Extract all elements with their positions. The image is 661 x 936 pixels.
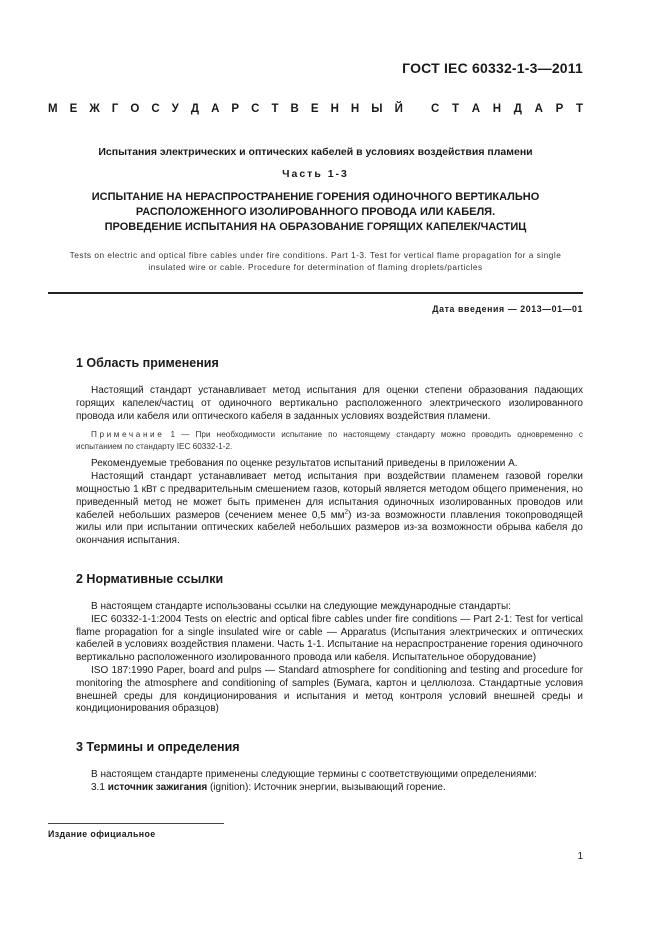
banner-letter: С bbox=[151, 103, 160, 115]
interstate-standard-banner bbox=[48, 103, 583, 115]
banner-letter: Р bbox=[231, 103, 240, 115]
banner-letter: Т bbox=[575, 103, 583, 115]
banner-letter: А bbox=[534, 103, 543, 115]
banner-letter: С bbox=[431, 103, 440, 115]
note bbox=[76, 429, 583, 453]
banner-letter: Т bbox=[452, 103, 460, 115]
title-caps-line: ПРОВЕДЕНИЕ ИСПЫТАНИЯ НА ОБРАЗОВАНИЕ ГОРЯЩИХ КАПЕЛЕК/ЧАСТИЦ bbox=[104, 221, 527, 233]
section-heading: 3 Термины и определения bbox=[76, 740, 240, 755]
paragraph-text: Настоящий стандарт устанавливает метод испытания при воздействии пламенем газовой горелки мощностью 1 кВт с предварительным смешением газов, который является методом общего применения, но приведенный метод не может быть применен для испытания одиночных изолированных проводов или кабелей небольших размеров (сечением менее 0,5 мм bbox=[76, 471, 583, 521]
title-russian: Испытания электрических и оптических кабелей в условиях воздействия пламени bbox=[98, 146, 533, 158]
reference-entry: IEC 60332-1-1:2004 Tests on electric and optical fibre cables under fire conditions — Part 2-1: Test for vertical flame propagation for a single insulated wire or cable — Apparatus (Испытания электрических и оптических кабелей в условиях воздействия пламени. Часть 1-1. Испытание на нераспространение горения одиночного вертикально расположенного изолированного провода или кабеля. Испытательное оборудование) bbox=[76, 613, 583, 664]
banner-letter: С bbox=[251, 103, 260, 115]
note-label: Примечание bbox=[91, 430, 165, 440]
term-definition bbox=[76, 782, 583, 795]
official-edition-label: Издание официальное bbox=[48, 829, 156, 839]
term-text: (ignition): Источник энергии, вызывающий горение. bbox=[207, 781, 446, 793]
footer-divider bbox=[48, 823, 224, 824]
section-terms bbox=[76, 740, 583, 795]
section-heading: 2 Нормативные ссылки bbox=[76, 571, 224, 586]
banner-letter: Н bbox=[350, 103, 360, 115]
paragraph: Рекомендуемые требования по оценке результатов испытаний приведены в приложении А. bbox=[91, 458, 518, 470]
paragraph-text: ) из-за возможности плавления токопроводящей жилы или при испытании оптических кабелей небольших размеров из-за возможности обрыва кабеля до окончания испытания. bbox=[76, 509, 583, 547]
banner-letter: Е bbox=[69, 103, 78, 115]
banner-letter: Ж bbox=[89, 103, 100, 115]
banner-letter: Р bbox=[555, 103, 564, 115]
title-caps-line: ИСПЫТАНИЕ НА НЕРАСПРОСТРАНЕНИЕ ГОРЕНИЯ ОДИНОЧНОГО ВЕРТИКАЛЬНО bbox=[91, 191, 540, 203]
title-caps-line: РАСПОЛОЖЕННОГО ИЗОЛИРОВАННОГО ПРОВОДА ИЛИ КАБЕЛЯ. bbox=[135, 206, 496, 218]
banner-letter: У bbox=[171, 103, 179, 115]
introduction-date: Дата введения — 2013—01—01 bbox=[432, 304, 583, 314]
banner-letter: М bbox=[48, 103, 58, 115]
title-block bbox=[48, 146, 583, 273]
banner-letter: Н bbox=[330, 103, 339, 115]
paragraph bbox=[76, 471, 583, 548]
section-scope bbox=[76, 356, 583, 548]
interstate-word bbox=[48, 103, 403, 115]
document-body bbox=[76, 356, 583, 795]
banner-letter: Ы bbox=[371, 103, 383, 115]
term-name: источник зажигания bbox=[107, 781, 208, 793]
title-english-line: Tests on electric and optical fibre cables under fire conditions. Part 1-3. Test for vertical flame propagation for a single bbox=[69, 250, 562, 260]
title-english bbox=[48, 249, 583, 273]
banner-letter: Е bbox=[310, 103, 319, 115]
section-normative-references bbox=[76, 572, 583, 716]
banner-letter: А bbox=[471, 103, 481, 115]
paragraph: В настоящем стандарте использованы ссылки на следующие международные стандарты: bbox=[91, 600, 511, 612]
title-caps bbox=[48, 190, 583, 235]
standard-number: ГОСТ IEC 60332-1-3—2011 bbox=[402, 60, 583, 76]
standard-word bbox=[431, 103, 583, 115]
banner-letter: А bbox=[211, 103, 220, 115]
superscript: 2 bbox=[344, 508, 349, 516]
banner-letter: Н bbox=[492, 103, 502, 115]
section-heading: 1 Область применения bbox=[76, 356, 219, 370]
page-number: 1 bbox=[577, 851, 583, 862]
term-number: 3.1 bbox=[91, 781, 108, 793]
banner-letter: Т bbox=[271, 103, 279, 115]
banner-letter: Г bbox=[111, 103, 119, 115]
banner-letter: О bbox=[130, 103, 140, 115]
note-text: 1 — При необходимости испытание по настоящему стандарту можно проводить одновременно с испытанием по стандарту IEC 60332-1-2. bbox=[76, 430, 583, 452]
banner-letter: В bbox=[290, 103, 299, 115]
banner-letter: Й bbox=[394, 103, 403, 115]
banner-letter: Д bbox=[190, 103, 200, 115]
part-label: Часть 1-3 bbox=[282, 168, 349, 180]
header-divider bbox=[48, 292, 583, 294]
paragraph: Настоящий стандарт устанавливает метод испытания для оценки степени образования падающих горящих капелек/частиц от одиночного вертикально расположенного электрического изолированного провода или кабеля или оптического кабеля в заданных условиях воздействия пламени. bbox=[76, 385, 583, 422]
banner-letter: Д bbox=[513, 103, 522, 115]
reference-entry: ISO 187:1990 Paper, board and pulps — Standard atmosphere for conditioning and testing and procedure for monitoring the atmosphere and conditioning of samples (Бумага, картон и целлюлоза. Стандартные условия внешней среды для кондиционирования и испытания и метод контроля условий внешней среды и кондиционирования образцов) bbox=[76, 664, 583, 715]
paragraph: В настоящем стандарте применены следующие термины с соответствующими определениями: bbox=[91, 769, 537, 781]
title-english-line: insulated wire or cable. Procedure for determination of flaming droplets/particles bbox=[148, 262, 483, 272]
